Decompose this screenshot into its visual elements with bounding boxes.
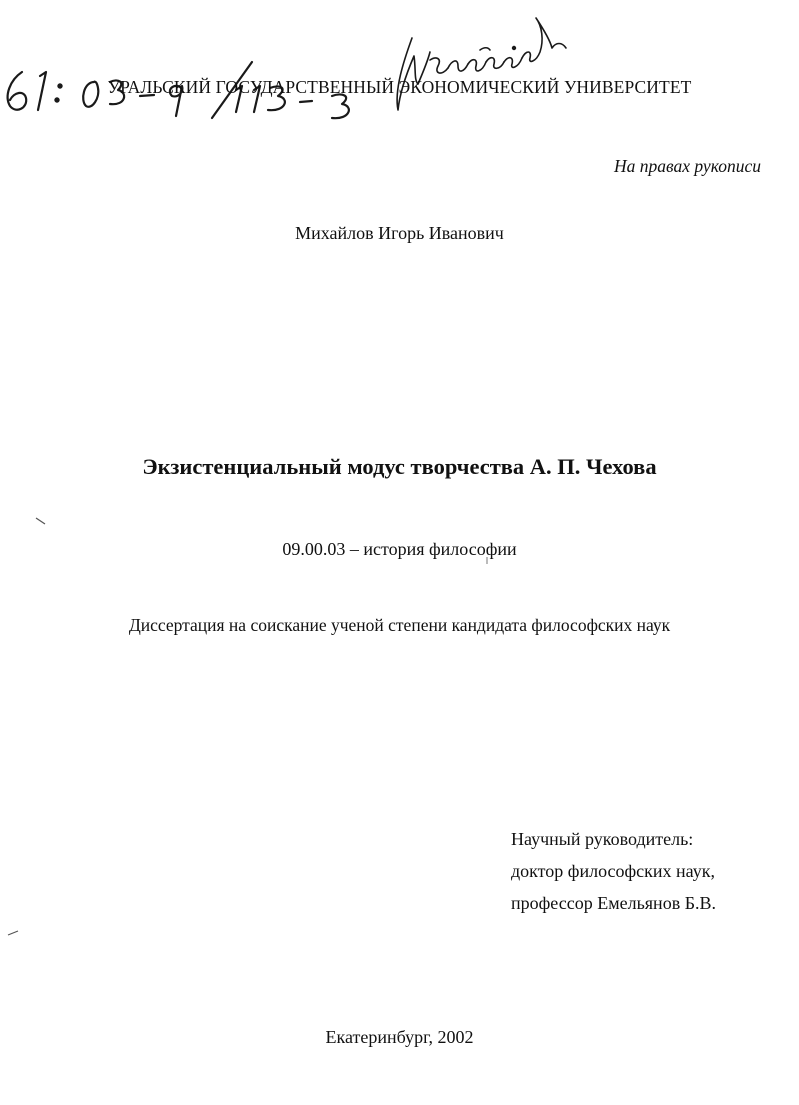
supervisor-heading: Научный руководитель: — [511, 829, 694, 849]
scan-speck — [34, 516, 48, 526]
author-signature — [384, 0, 579, 120]
supervisor-block — [511, 823, 716, 919]
author-name: Михайлов Игорь Иванович — [295, 223, 504, 243]
university-name: УРАЛЬСКИЙ ГОСУДАРСТВЕННЫЙ ЭКОНОМИЧЕСКИЙ УНИВЕРСИТЕТ — [107, 77, 692, 97]
supervisor-degree: доктор философских наук, — [511, 861, 715, 881]
dissertation-title: Экзистенциальный модус творчества А. П. Чехова — [142, 454, 657, 479]
city-year: Екатеринбург, 2002 — [325, 1027, 474, 1047]
scan-speck — [6, 928, 20, 938]
supervisor-name: профессор Емельянов Б.В. — [511, 893, 717, 913]
degree-statement: Диссертация на соискание ученой степени кандидата философских наук — [128, 615, 671, 635]
rights-note: На правах рукописи — [614, 156, 761, 176]
specialty-code: 09.00.03 – история философии — [282, 539, 517, 559]
scan-speck — [484, 556, 490, 566]
